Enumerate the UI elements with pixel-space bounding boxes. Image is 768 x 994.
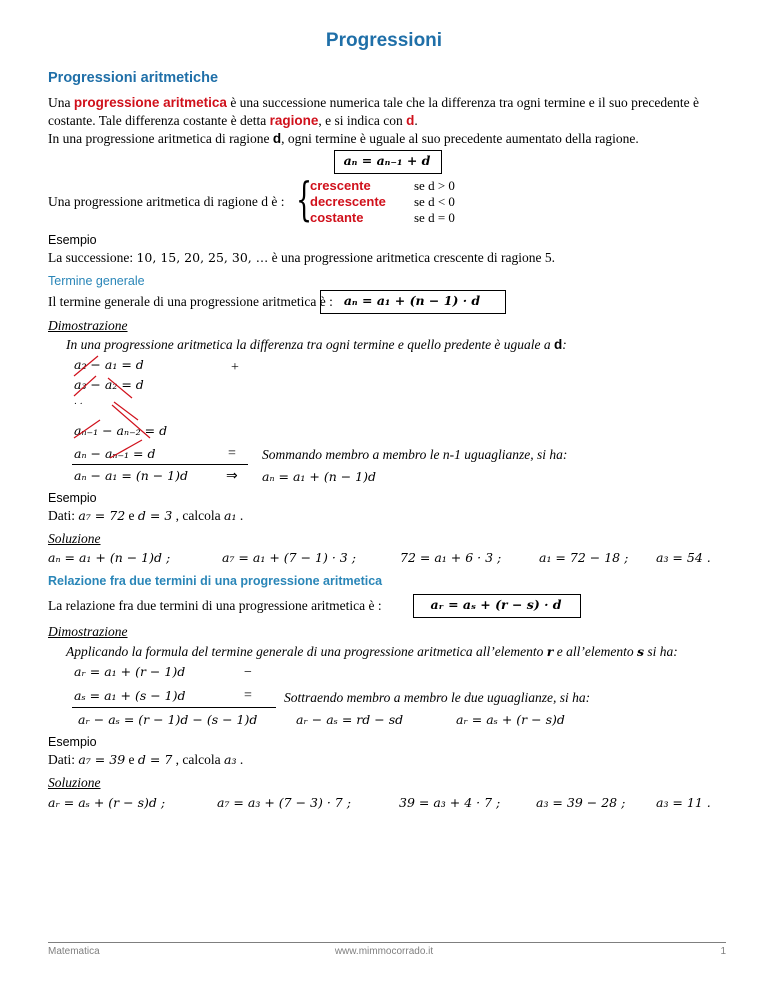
proof-plus-sign: +: [231, 360, 239, 375]
relation-text: La relazione fra due termini di una progressione aritmetica è :: [48, 598, 382, 613]
strike-an2: [112, 405, 150, 438]
proof2-equals-sign: =: [244, 688, 252, 703]
proof2-step3: aᵣ = aₛ + (r − s)d: [456, 712, 565, 727]
proof-implies-sign: ⇒: [226, 468, 238, 484]
page-title: Progressioni: [325, 30, 443, 51]
solution-step-1-1: aₙ = a₁ + (n − 1)d ;: [48, 550, 171, 565]
type-costante: costante: [310, 210, 364, 225]
strike-a3: [74, 376, 96, 396]
section-heading-aritmetiche: Progressioni aritmetiche: [48, 70, 219, 86]
proof-text-2: Applicando la formula del termine generale di una progressione aritmetica all’elemento r e all’elemento s si ha:: [66, 644, 678, 659]
definition-line-1: Una progressione aritmetica è una successione numerica tale che la differenza tra ogni termine e il suo precedente è: [48, 95, 699, 110]
solution-step-2-4: a₃ = 39 − 28 ;: [536, 795, 626, 810]
proof2-step2: aᵣ − aₛ = rd − sd: [296, 712, 404, 727]
section-heading-termine-generale: Termine generale: [48, 274, 145, 288]
cond-costante: se d = 0: [414, 210, 455, 225]
proof-line-an: aₙ − aₙ₋₁ = d: [74, 446, 156, 461]
section-heading-relazione: Relazione fra due termini di una progressione aritmetica: [48, 574, 383, 588]
proof2-line-ar: aᵣ = a₁ + (r − 1)d: [74, 664, 186, 679]
strike-an1b: [110, 440, 142, 458]
proof2-minus-sign: −: [244, 665, 252, 680]
solution-step-2-1: aᵣ = aₛ + (r − s)d ;: [48, 795, 166, 810]
proof-line-dots: . .: [74, 397, 83, 407]
cond-crescente: se d > 0: [414, 178, 455, 193]
types-brace: {: [296, 172, 313, 226]
solution-label-2: Soluzione: [48, 775, 101, 790]
proof-label-2: Dimostrazione: [48, 624, 128, 639]
solution-step-1-3: 72 = a₁ + 6 · 3 ;: [400, 550, 502, 565]
example-text-3: Dati: a₇ = 39 e d = 7 , calcola a₃ .: [48, 752, 244, 767]
term-d: d: [406, 113, 415, 128]
solution-step-1-2: a₇ = a₁ + (7 − 1) · 3 ;: [222, 550, 356, 565]
proof-line-an1: aₙ₋₁ − aₙ₋₂ = d: [74, 423, 168, 438]
solution-step-2-3: 39 = a₃ + 4 · 7 ;: [399, 795, 501, 810]
definition-line-3: In una progressione aritmetica di ragione d, ogni termine è uguale al suo precedente aumentato della ragione.: [48, 131, 639, 146]
example-text-1: La successione: 10, 15, 20, 25, 30, … è una progressione aritmetica crescente di ragione 5.: [48, 250, 555, 265]
proof-line-a2: a₂ − a₁ = d: [74, 357, 144, 372]
proof-label-1: Dimostrazione: [48, 318, 128, 333]
footer-rule: [48, 942, 726, 943]
type-crescente: crescente: [310, 178, 371, 193]
type-decrescente: decrescente: [310, 194, 386, 209]
proof2-sub-text: Sottraendo membro a membro le due uguaglianze, si ha:: [284, 690, 591, 705]
definition-line-2: costante. Tale differenza costante è detta ragione, e si indica con d.: [48, 113, 418, 128]
proof-text-1: In una progressione aritmetica la differenza tra ogni termine e quello predente è uguale a d:: [66, 337, 567, 352]
example-label-3: Esempio: [48, 735, 97, 749]
footer-subject: Matematica: [48, 946, 100, 957]
term-ragione: ragione: [269, 113, 319, 128]
cond-decrescente: se d < 0: [414, 194, 455, 209]
solution-step-2-2: a₇ = a₃ + (7 − 3) · 7 ;: [217, 795, 351, 810]
footer-website: www.mimmocorrado.it: [334, 946, 434, 957]
proof2-line-diff: aᵣ − aₛ = (r − 1)d − (s − 1)d: [78, 712, 258, 727]
proof-line-a3: a₃ − a₂ = d: [74, 377, 144, 392]
general-term-formula: aₙ = a₁ + (n − 1) · d: [343, 293, 481, 308]
proof-result: aₙ = a₁ + (n − 1)d: [262, 469, 377, 484]
solution-step-1-5: a₃ = 54 .: [656, 550, 711, 565]
example-label-2: Esempio: [48, 491, 97, 505]
proof-sum-text: Sommando membro a membro le n-1 uguaglianze, si ha:: [262, 447, 568, 462]
general-term-text: Il termine generale di una progressione aritmetica è :: [48, 294, 333, 309]
proof-line-sum: aₙ − a₁ = (n − 1)d: [74, 468, 189, 483]
proof2-line-as: aₛ = a₁ + (s − 1)d: [74, 688, 186, 703]
strike-an1: [74, 420, 100, 438]
term-progressione-aritmetica: progressione aritmetica: [73, 95, 227, 110]
strike-a2: [74, 356, 98, 376]
proof2-rule: [72, 707, 276, 708]
footer-page-number: 1: [720, 946, 726, 957]
solution-label-1: Soluzione: [48, 531, 101, 546]
solution-step-2-5: a₃ = 11 .: [656, 795, 711, 810]
relation-formula: aᵣ = aₛ + (r − s) · d: [430, 597, 562, 612]
recurrence-formula: aₙ = aₙ₋₁ + d: [343, 153, 431, 168]
proof-equals-sign: =: [228, 446, 236, 461]
types-label: Una progressione aritmetica di ragione d è :: [48, 194, 285, 209]
strike-a2b: [108, 378, 132, 398]
solution-step-1-4: a₁ = 72 − 18 ;: [539, 550, 629, 565]
example-text-2: Dati: a₇ = 72 e d = 3 , calcola a₁ .: [48, 508, 244, 523]
example-label-1: Esempio: [48, 233, 97, 247]
